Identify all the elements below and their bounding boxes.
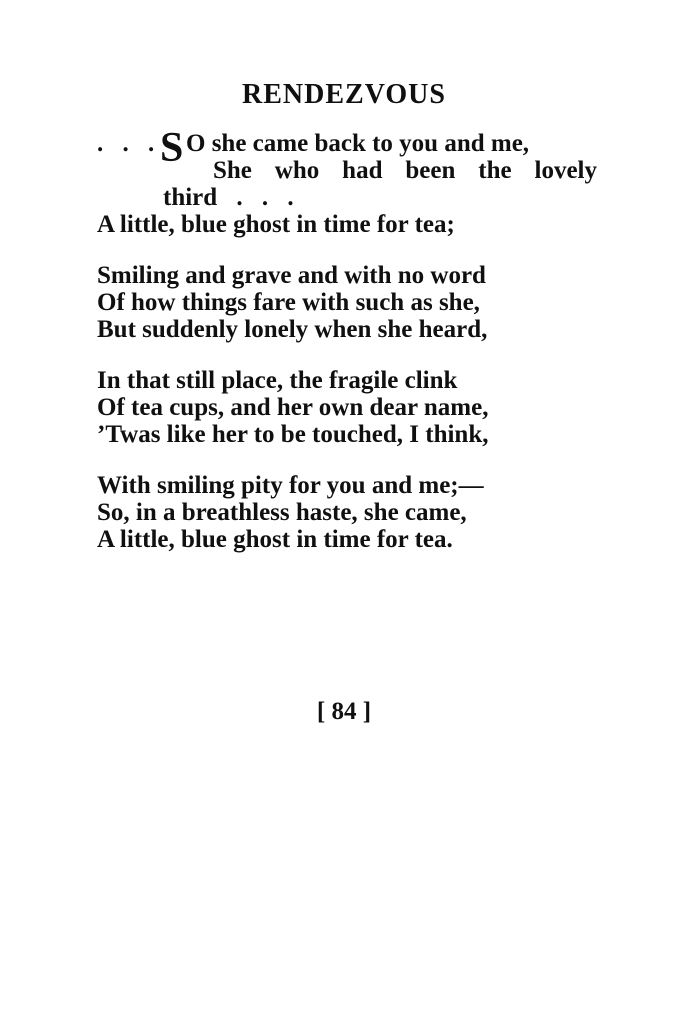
poem-line: ’Twas like her to be touched, I think, bbox=[97, 421, 489, 448]
poem-body bbox=[97, 125, 597, 553]
poem-line: Smiling and grave and with no word bbox=[97, 262, 486, 289]
page-number: [ 84 ] bbox=[316, 698, 372, 725]
poem-line: Of how things fare with such as she, bbox=[97, 289, 480, 316]
poem-line: She who had been the lovely bbox=[213, 157, 597, 184]
poem-line: But suddenly lonely when she heard, bbox=[97, 316, 488, 343]
ellipsis-dots: . . . bbox=[97, 130, 155, 157]
poem-line: With smiling pity for you and me;— bbox=[97, 472, 484, 499]
poem-line: A little, blue ghost in time for tea; bbox=[97, 211, 455, 238]
poem-line: So, in a breathless haste, she came, bbox=[97, 499, 467, 526]
drop-cap-initial: S bbox=[160, 125, 184, 171]
poem-line: A little, blue ghost in time for tea. bbox=[97, 526, 453, 553]
poem-line: In that still place, the fragile clink bbox=[97, 367, 458, 394]
poem-line: third . . . bbox=[163, 184, 294, 211]
stanza-3 bbox=[97, 367, 597, 448]
poem-title: RENDEZVOUS bbox=[242, 79, 446, 110]
stanza-2 bbox=[97, 262, 597, 343]
poem-line: Of tea cups, and her own dear name, bbox=[97, 394, 489, 421]
poem-line-text: O she came back to you and me, bbox=[186, 130, 530, 157]
stanza-4 bbox=[97, 472, 597, 553]
stanza-1 bbox=[97, 125, 597, 238]
